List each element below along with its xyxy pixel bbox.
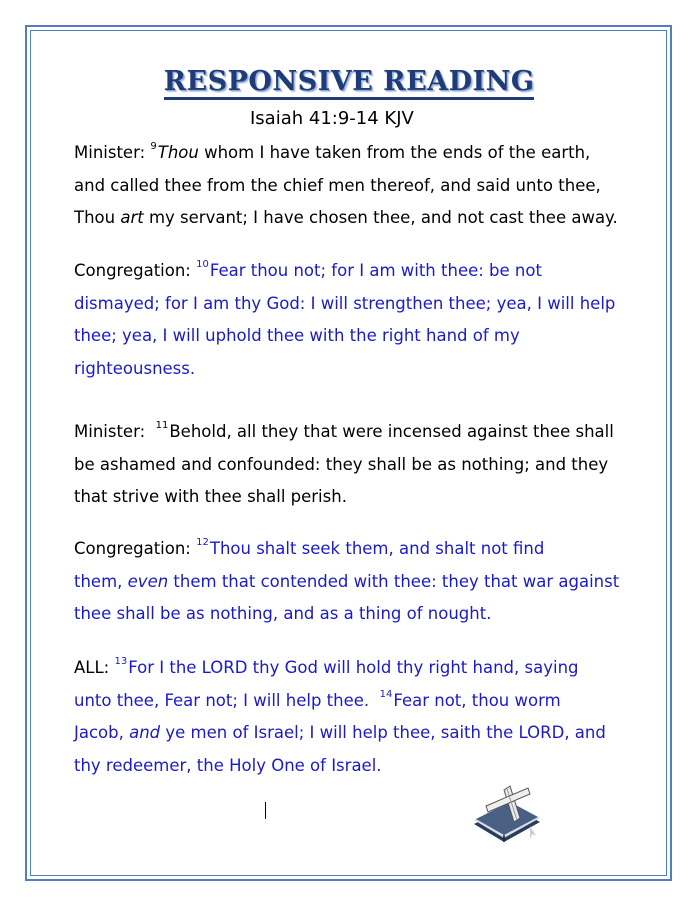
congregation-reading-1 [74, 255, 634, 385]
text-cursor [265, 802, 266, 819]
italic-word: even [127, 571, 169, 591]
verse-text: them that contended with thee: they that war against [168, 571, 620, 591]
minister-reading-2 [74, 416, 634, 514]
text-line: thy redeemer, the Holy One of Israel. [74, 755, 382, 775]
text-line: thee; yea, I will uphold thee with the right hand of my [74, 326, 520, 345]
verse-number: 10 [196, 259, 209, 270]
italic-word: art [120, 208, 144, 227]
verse-text: whom I have taken from the ends of the earth, [198, 143, 591, 162]
scripture-reference: Isaiah 41:9-14 KJV [250, 108, 414, 129]
speaker-label: Minister: [74, 422, 156, 441]
verse-text: For I the LORD thy God will hold thy right hand, saying [128, 658, 579, 677]
verse-text: Fear thou not; for I am with thee: be not [209, 261, 542, 280]
title-text: RESPONSIVE READING [164, 66, 535, 100]
text-line [74, 717, 634, 750]
bible-icon [474, 802, 540, 842]
text-line [74, 255, 634, 288]
text-line: dismayed; for I am thy God: I will strengthen thee; yea, I will help [74, 293, 616, 313]
page-title [0, 66, 698, 97]
verse-number: 14 [379, 688, 393, 700]
text-line: that strive with thee shall perish. [74, 487, 347, 506]
text-line [74, 652, 634, 685]
verse-number: 12 [196, 537, 209, 548]
speaker-label: Congregation: [74, 539, 197, 558]
text-line [74, 416, 634, 449]
verse-text: unto thee, Fear not; I will help thee. [74, 690, 380, 710]
text-line [74, 533, 634, 566]
verse-number: 9 [150, 141, 157, 152]
verse-number: 13 [114, 656, 128, 667]
all-reading [74, 652, 634, 782]
speaker-label: Minister: [74, 143, 151, 162]
verse-text: Thou shalt seek them, and shalt not find [209, 539, 545, 558]
minister-reading-1 [74, 137, 634, 235]
verse-number: 11 [155, 420, 169, 431]
verse-text: Fear not, thou worm [393, 690, 561, 710]
text-line: be ashamed and confounded: they shall be as nothing; and they [74, 454, 609, 474]
verse-text: my servant; I have chosen thee, and not cast thee away. [143, 208, 618, 227]
text-line: righteousness. [74, 358, 196, 378]
text-line [74, 202, 634, 235]
speaker-label: ALL: [74, 658, 115, 677]
congregation-reading-2 [74, 533, 634, 631]
text-line: and called thee from the chief men thereof, and said unto thee, [74, 175, 601, 195]
cross-bible-icon [460, 784, 552, 844]
verse-text: Behold, all they that were incensed against thee shall [169, 422, 614, 441]
verse-text: Jacob, [74, 723, 130, 742]
verse-text: them, [74, 571, 128, 591]
text-line [74, 566, 634, 599]
text-line [74, 137, 634, 170]
text-line: thee shall be as nothing, and as a thing of nought. [74, 604, 492, 623]
italic-word: and [129, 723, 161, 742]
verse-text: ye men of Israel; I will help thee, saith the LORD, and [160, 723, 606, 742]
italic-word: Thou [157, 143, 199, 162]
text-line [74, 685, 634, 718]
speaker-label: Congregation: [74, 261, 197, 280]
verse-text: Thou [74, 208, 121, 227]
